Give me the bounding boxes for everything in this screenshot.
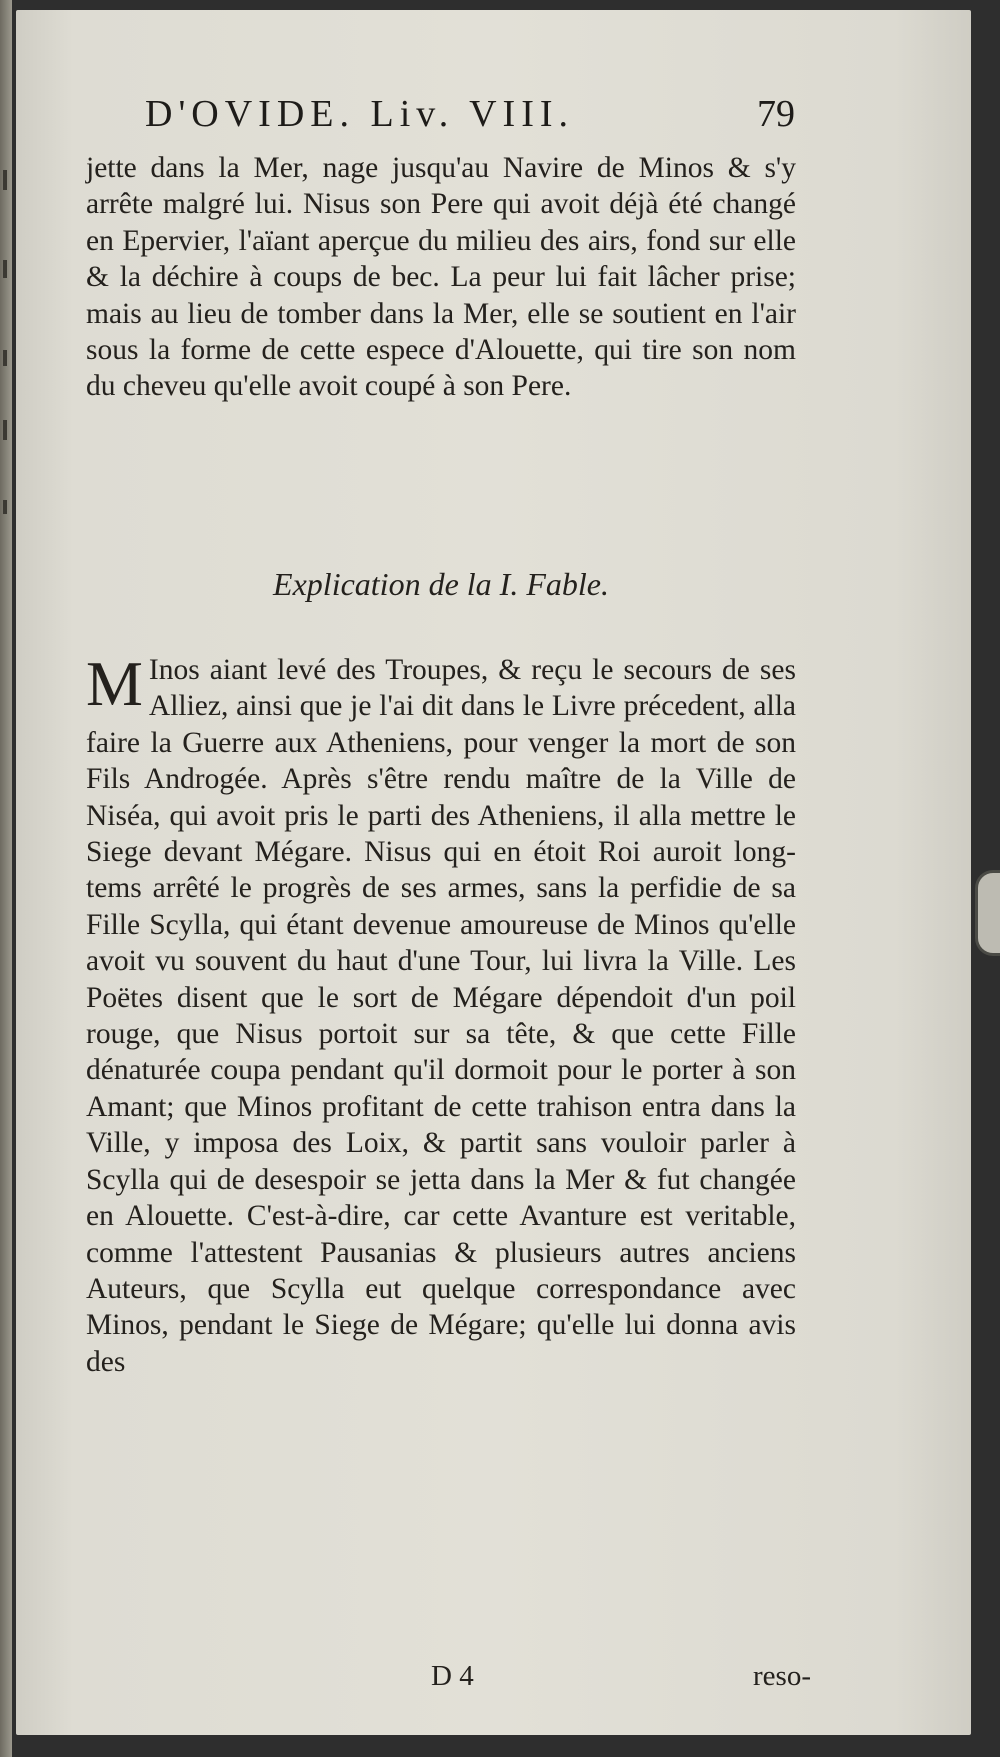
- explication-text: Inos aiant levé des Troupes, & reçu le secours de ses Alliez, ainsi que je l'ai dit dans le Livre précedent, alla faire la Guerre aux Atheniens, pour venger la mort de son Fils Androgée. Après s'être rendu maître de la Ville de Niséa, qui avoit pris le parti des Atheniens, il alla mettre le Siege devant Mégare. Nisus qui en étoit Roi auroit long-tems arrêté le progrès de ses armes, sans la perfidie de sa Fille Scylla, qui étant devenue amoureuse de Minos qu'elle avoit vu souvent du haut d'une Tour, lui livra la Ville. Les Poëtes disent que le sort de Mégare dépendoit d'un poil rouge, que Nisus portoit sur sa tête, & que cette Fille dénaturée coupa pendant qu'il dormoit pour le porter à son Amant; que Minos profitant de cette trahison entra dans la Ville, y imposa des Loix, & partit sans vouloir parler à Scylla qui de desespoir se jetta dans la Mer & fut changée en Alouette. C'est-à-dire, car cette Avanture est veritable, comme l'attestent Pausanias & plusieurs autres anciens Auteurs, que Scylla eut quelque correspondance avec Minos, pendant le Siege de Mégare; qu'elle lui donna avis des: [86, 654, 796, 1378]
- binding-mark: [3, 420, 7, 440]
- running-head: D'OVIDE. Liv. VIII.: [145, 93, 575, 135]
- explication-paragraph: [86, 648, 796, 1380]
- binding-mark: [3, 170, 7, 190]
- catchword: reso-: [753, 1660, 811, 1692]
- page-clip: [975, 870, 1000, 956]
- binding-mark: [3, 260, 7, 278]
- binding-mark: [3, 500, 7, 514]
- drop-cap: M: [86, 648, 143, 719]
- page-number: 79: [757, 93, 795, 135]
- binding-mark: [3, 350, 7, 366]
- section-heading: Explication de la I. Fable.: [273, 566, 609, 602]
- page-footer: [86, 1660, 811, 1700]
- page-header: [145, 92, 795, 144]
- top-paragraph: jette dans la Mer, nage jusqu'au Navire de Minos & s'y arrête malgré lui. Nisus son Pere qui avoit déjà été changé en Epervier, l'aïant aperçue du milieu des airs, fond sur elle & la déchire à coups de bec. La peur lui fait lâcher prise; mais au lieu de tomber dans la Mer, elle se soutient en l'air sous la forme de cette espece d'Alouette, qui tire son nom du cheveu qu'elle avoit coupé à son Pere.: [86, 152, 796, 403]
- signature-mark: D 4: [431, 1660, 474, 1692]
